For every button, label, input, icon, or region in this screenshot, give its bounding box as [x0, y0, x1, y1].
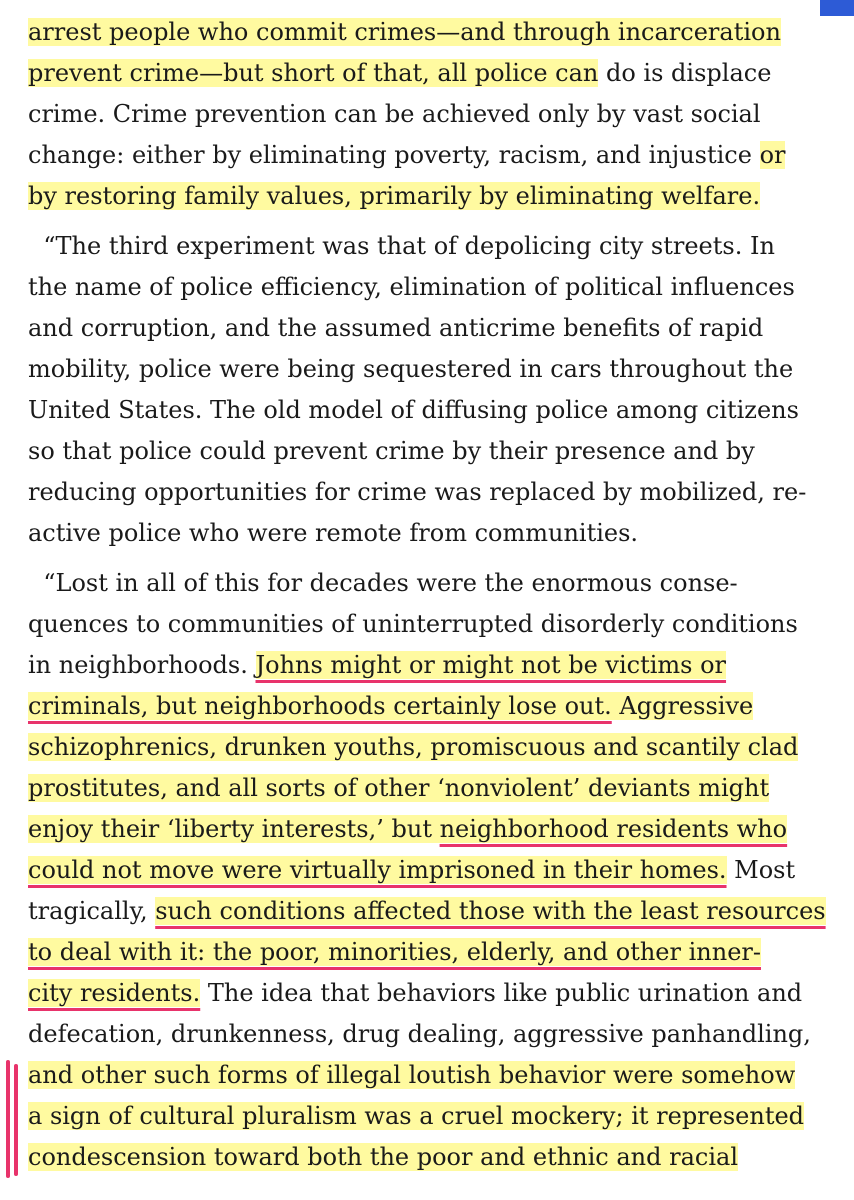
text-line [28, 768, 769, 808]
highlighted-text: schizophrenics, drunken youths, promiscuous and scantily clad [28, 733, 799, 761]
text-line [28, 563, 738, 603]
highlighted-text: enjoy their ‘liberty interests,’ but [28, 815, 440, 843]
text-line [28, 176, 760, 216]
margin-bracket-mark [6, 1060, 10, 1178]
text-line [28, 973, 802, 1013]
corner-tab [820, 0, 854, 16]
text-segment: in neighborhoods. [28, 651, 256, 679]
text-segment: Most [726, 856, 796, 884]
text-line [28, 513, 638, 553]
text-segment: quences to communities of uninterrupted disorderly conditions [28, 610, 798, 638]
text-segment: change: either by eliminating poverty, racism, and injustice [28, 141, 760, 169]
margin-bracket-mark-inner [14, 1064, 18, 1176]
highlighted-text: Aggressive [611, 692, 754, 720]
underlined-highlight: neighborhood residents who [439, 815, 788, 843]
text-segment: tragically, [28, 897, 156, 925]
text-line [28, 850, 795, 890]
highlighted-text: or [759, 141, 786, 169]
text-line [28, 1055, 795, 1095]
text-segment: “Lost in all of this for decades were the enormous conse- [28, 569, 738, 597]
text-line [28, 727, 798, 767]
text-line [28, 604, 798, 644]
text-line [28, 932, 761, 972]
text-segment: “The third experiment was that of depolicing city streets. In [28, 232, 775, 260]
underlined-highlight: such conditions affected those with the least resources [155, 897, 826, 925]
text-segment: mobility, police were being sequestered in cars throughout the [28, 355, 794, 383]
underlined-highlight: city residents. [28, 979, 201, 1007]
highlighted-text: condescension toward both the poor and ethnic and racial [28, 1143, 739, 1171]
text-line [28, 686, 753, 726]
underlined-highlight: Johns might or might not be victims or [255, 651, 727, 679]
text-line [28, 1137, 738, 1177]
text-segment: United States. The old model of diffusing police among citizens [28, 396, 799, 424]
highlighted-text: arrest people who commit crimes—and through incarceration [28, 18, 781, 46]
text-segment: so that police could prevent crime by their presence and by [28, 437, 755, 465]
text-line [28, 135, 785, 175]
highlighted-text: prostitutes, and all sorts of other ‘nonviolent’ deviants might [28, 774, 770, 802]
text-line [28, 53, 771, 93]
text-segment: the name of police efficiency, elimination of political influences [28, 273, 795, 301]
text-line [28, 645, 726, 685]
text-line [28, 431, 755, 471]
text-segment: crime. Crime prevention can be achieved only by vast social [28, 100, 761, 128]
text-line [28, 472, 806, 512]
text-line [28, 12, 781, 52]
text-line [28, 349, 793, 389]
text-line [28, 1096, 804, 1136]
underlined-highlight: could not move were virtually imprisoned in their homes. [28, 856, 727, 884]
text-segment: reducing opportunities for crime was replaced by mobilized, re- [28, 478, 807, 506]
text-line [28, 94, 761, 134]
highlighted-text: and other such forms of illegal loutish behavior were somehow [28, 1061, 796, 1089]
underlined-highlight: criminals, but neighborhoods certainly lose out. [28, 692, 612, 720]
text-line [28, 390, 799, 430]
text-segment: defecation, drunkenness, drug dealing, aggressive panhandling, [28, 1020, 811, 1048]
highlighted-text: prevent crime—but short of that, all police can [28, 59, 599, 87]
highlighted-text: by restoring family values, primarily by eliminating welfare. [28, 182, 761, 210]
text-line [28, 809, 787, 849]
text-line [28, 891, 826, 931]
text-line [28, 267, 795, 307]
text-segment: active police who were remote from communities. [28, 519, 639, 547]
text-line [28, 308, 763, 348]
underlined-highlight: to deal with it: the poor, minorities, elderly, and other inner- [28, 938, 761, 966]
text-line [28, 226, 775, 266]
text-line [28, 1014, 811, 1054]
highlighted-text: a sign of cultural pluralism was a cruel mockery; it represented [28, 1102, 805, 1130]
text-segment: do is displace [598, 59, 772, 87]
text-segment: The idea that behaviors like public urination and [200, 979, 803, 1007]
text-segment: and corruption, and the assumed anticrime benefits of rapid [28, 314, 764, 342]
